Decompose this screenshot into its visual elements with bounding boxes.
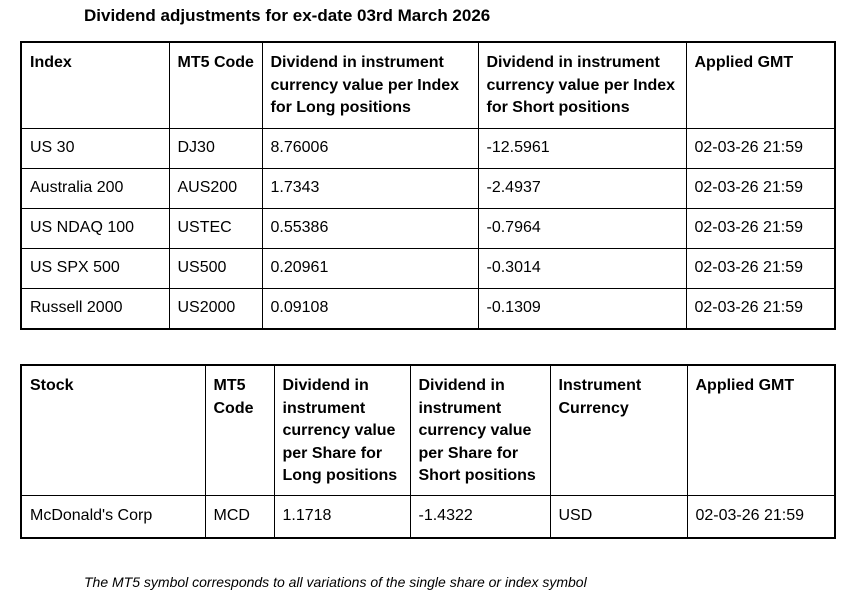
table-row [21, 129, 835, 169]
table-row [21, 496, 835, 539]
dividend-short-cell: -0.3014 [478, 249, 686, 289]
footnote: The MT5 symbol corresponds to all variations of the single share or index symbol [84, 574, 587, 590]
mt5-code-cell: MCD [205, 496, 274, 539]
dividend-long-cell: 1.7343 [262, 169, 478, 209]
header-applied-gmt: Applied GMT [686, 42, 835, 129]
header-mt5-code: MT5 Code [169, 42, 262, 129]
applied-gmt-cell: 02-03-26 21:59 [686, 249, 835, 289]
dividend-short-cell: -1.4322 [410, 496, 550, 539]
applied-gmt-cell: 02-03-26 21:59 [686, 169, 835, 209]
index-name-cell: US 30 [21, 129, 169, 169]
dividend-long-cell: 0.20961 [262, 249, 478, 289]
header-index: Index [21, 42, 169, 129]
applied-gmt-cell: 02-03-26 21:59 [686, 209, 835, 249]
dividend-long-cell: 1.1718 [274, 496, 410, 539]
dividend-short-cell: -0.7964 [478, 209, 686, 249]
index-table-header-row [21, 42, 835, 129]
header-dividend-long: Dividend in instrument currency value per Share for Long positions [274, 365, 410, 496]
dividend-short-cell: -12.5961 [478, 129, 686, 169]
stock-table-header-row [21, 365, 835, 496]
table-row [21, 169, 835, 209]
header-applied-gmt: Applied GMT [687, 365, 835, 496]
dividend-long-cell: 8.76006 [262, 129, 478, 169]
header-dividend-short: Dividend in instrument currency value per Share for Short positions [410, 365, 550, 496]
index-name-cell: US NDAQ 100 [21, 209, 169, 249]
dividend-short-cell: -0.1309 [478, 289, 686, 330]
header-mt5-code: MT5 Code [205, 365, 274, 496]
header-stock: Stock [21, 365, 205, 496]
mt5-code-cell: AUS200 [169, 169, 262, 209]
instrument-currency-cell: USD [550, 496, 687, 539]
header-dividend-short: Dividend in instrument currency value per Index for Short positions [478, 42, 686, 129]
applied-gmt-cell: 02-03-26 21:59 [687, 496, 835, 539]
applied-gmt-cell: 02-03-26 21:59 [686, 129, 835, 169]
applied-gmt-cell: 02-03-26 21:59 [686, 289, 835, 330]
index-dividend-table [20, 41, 836, 330]
dividend-long-cell: 0.55386 [262, 209, 478, 249]
stock-dividend-table [20, 364, 836, 539]
table-row [21, 249, 835, 289]
mt5-code-cell: DJ30 [169, 129, 262, 169]
mt5-code-cell: US2000 [169, 289, 262, 330]
dividend-long-cell: 0.09108 [262, 289, 478, 330]
table-row [21, 289, 835, 330]
dividend-short-cell: -2.4937 [478, 169, 686, 209]
stock-name-cell: McDonald's Corp [21, 496, 205, 539]
index-name-cell: Australia 200 [21, 169, 169, 209]
index-name-cell: Russell 2000 [21, 289, 169, 330]
header-instrument-currency: Instrument Currency [550, 365, 687, 496]
mt5-code-cell: USTEC [169, 209, 262, 249]
index-name-cell: US SPX 500 [21, 249, 169, 289]
table-row [21, 209, 835, 249]
page-title: Dividend adjustments for ex-date 03rd March 2026 [84, 6, 491, 25]
header-dividend-long: Dividend in instrument currency value per Index for Long positions [262, 42, 478, 129]
mt5-code-cell: US500 [169, 249, 262, 289]
